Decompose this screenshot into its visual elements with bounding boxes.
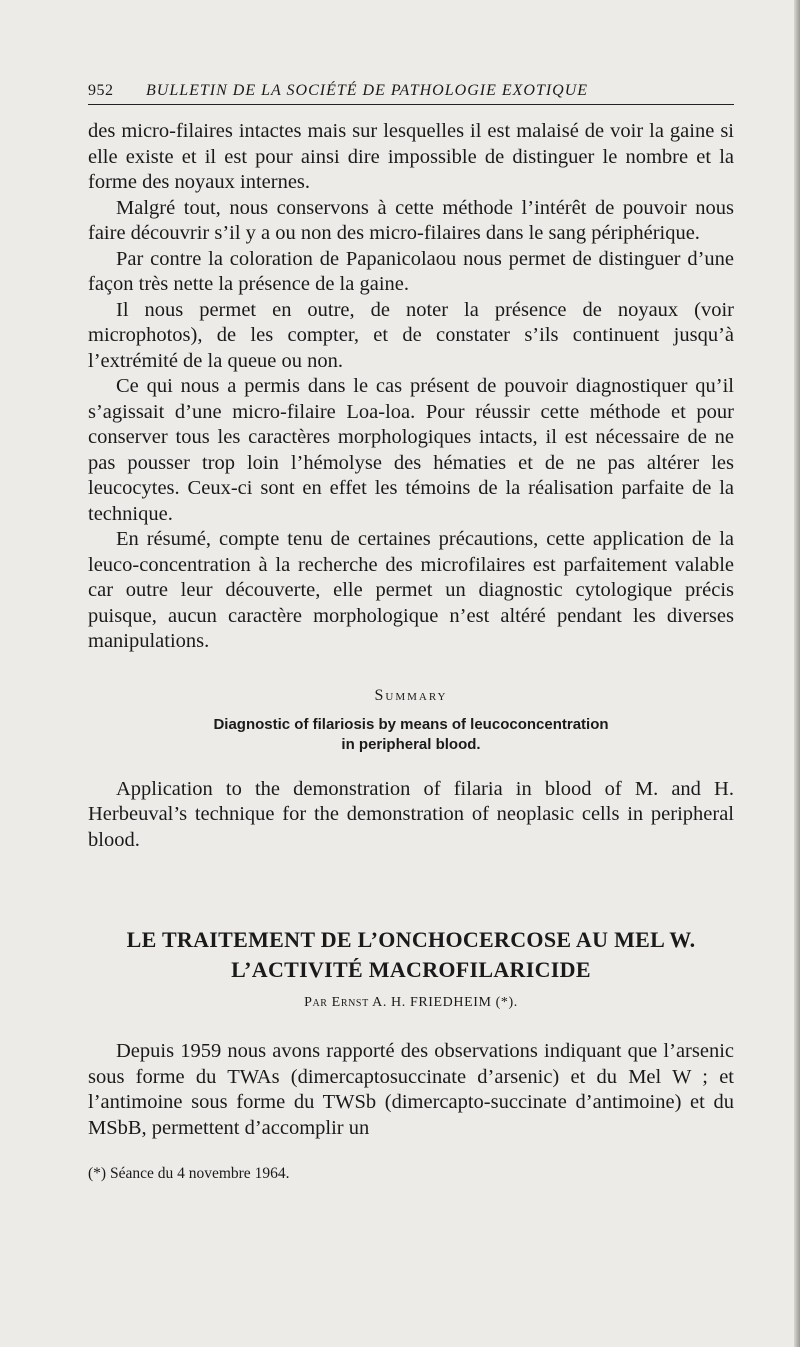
article-continuation: [88, 119, 734, 655]
summary-body: [88, 777, 734, 854]
summary-title-line: in peripheral blood.: [341, 735, 481, 753]
byline-name: A. H. FRIEDHEIM (*).: [372, 995, 518, 1010]
footnote: (*) Séance du 4 novembre 1964.: [88, 1165, 290, 1182]
article-paragraph: Depuis 1959 nous avons rapporté des observations indiquant que l’arsenic sous forme du TWAs (dimercaptosuccinate d’arsenic) et du Mel W ; et l’antimoine sous forme du TWSb (dimercapto-succinate d’antimoine) et du MSbB, permettent d’accomplir un: [88, 1040, 734, 1139]
article-title-line: L’ACTIVITÉ MACROFILARICIDE: [231, 957, 591, 982]
summary-paragraph: Application to the demonstration of filaria in blood of M. and H. Herbeuval’s technique for the demonstration of neoplasic cells in peripheral blood.: [88, 777, 734, 851]
article-body: [88, 1039, 734, 1141]
running-title: BULLETIN DE LA SOCIÉTÉ DE PATHOLOGIE EXOTIQUE: [146, 82, 589, 99]
summary-heading: Summary: [374, 686, 448, 704]
summary-title-line: Diagnostic of filariosis by means of leucoconcentration: [213, 715, 609, 733]
paragraph: des micro-filaires intactes mais sur lesquelles il est malaisé de voir la gaine si elle existe et il est pour ainsi dire impossible de distinguer le nombre et la forme des noyaux internes.: [88, 120, 734, 193]
byline-par: Par Ernst: [304, 995, 369, 1010]
paragraph: Ce qui nous a permis dans le cas présent de pouvoir diagnostiquer qu’il s’agissait d’une micro-filaire Loa-loa. Pour réussir cette méthode et pour conserver tous les caractères morphologiques intacts, il est nécessaire de ne pas pousser trop loin l’hémolyse des hématies et de ne pas altérer les leucocytes. Ceux-ci sont en effet les témoins de la réalisation parfaite de la technique.: [88, 375, 734, 525]
paragraph: En résumé, compte tenu de certaines précautions, cette application de la leuco-concentration à la recherche des microfilaires est parfaitement valable car outre leur découverte, elle permet un diagnostic cytologique précis puisque, aucun caractère morphologique n’est altéré pendant les diverses manipulations.: [88, 528, 734, 652]
page-header: [88, 82, 734, 105]
page-number: 952: [88, 82, 114, 99]
summary-title: [88, 715, 734, 755]
article-title: [88, 925, 734, 985]
paragraph: Malgré tout, nous conservons à cette méthode l’intérêt de pouvoir nous faire découvrir s’il y a ou non des micro-filaires dans le sang périphérique.: [88, 196, 734, 244]
byline: [88, 995, 734, 1011]
article-title-line: LE TRAITEMENT DE L’ONCHOCERCOSE AU MEL W.: [126, 927, 696, 952]
paragraph: Il nous permet en outre, de noter la présence de noyaux (voir microphotos), de les compter, et de constater s’ils continuent jusqu’à l’extrémité de la queue ou non.: [88, 298, 734, 372]
page-content: [88, 82, 734, 1183]
paragraph: Par contre la coloration de Papanicolaou nous permet de distinguer d’une façon très nette la présence de la gaine.: [88, 247, 734, 295]
page-edge-shadow: [794, 0, 800, 1347]
